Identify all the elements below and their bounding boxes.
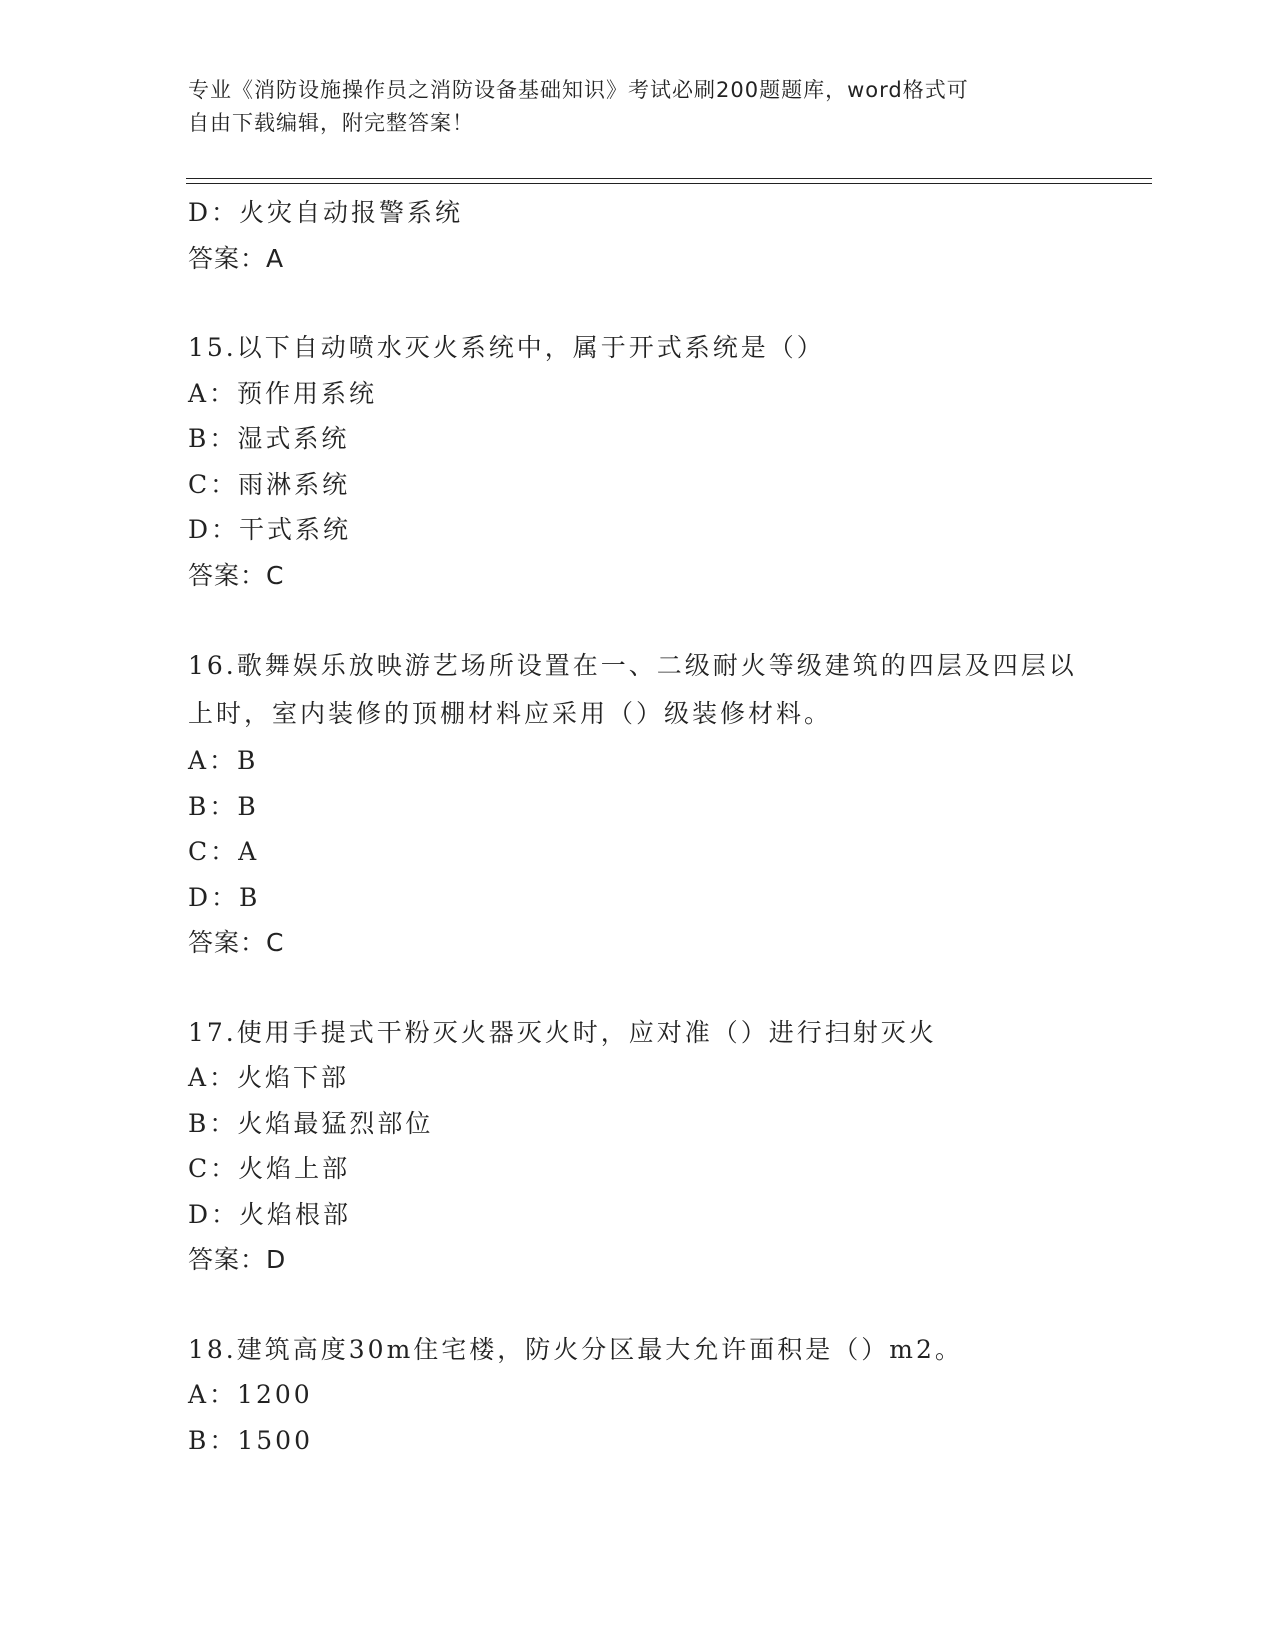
option-a: A：1200: [188, 1380, 313, 1409]
document-header: [188, 74, 1088, 140]
spacer: [188, 598, 1088, 642]
option-b: B：B: [188, 791, 259, 821]
question-block: [188, 642, 1088, 966]
question-block: [188, 1010, 1088, 1283]
option-d: D：干式系统: [188, 515, 352, 544]
option-a: A：火焰下部: [188, 1063, 350, 1092]
option-d: D：火灾自动报警系统: [188, 198, 464, 227]
question-block: [188, 190, 1088, 281]
option-b: B：火焰最猛烈部位: [188, 1108, 434, 1138]
option-c: C：火焰上部: [188, 1154, 351, 1183]
spacer: [188, 281, 1088, 325]
option-b: B：1500: [188, 1425, 313, 1455]
question-text: 16.歌舞娱乐放映游艺场所设置在一、二级耐火等级建筑的四层及四层以上时，室内装修的顶棚材料应采用（）级装修材料。: [188, 651, 1077, 728]
spacer: [188, 1283, 1088, 1327]
option-b: B：湿式系统: [188, 424, 350, 453]
header-rule-bottom: [186, 183, 1152, 184]
spacer: [188, 966, 1088, 1010]
header-line-1: 专业《消防设施操作员之消防设备基础知识》考试必刷200题题库，word格式可: [188, 78, 969, 102]
question-text: 18.建筑高度30m住宅楼，防火分区最大允许面积是（）m2。: [188, 1334, 963, 1364]
question-text: 15.以下自动喷水灭火系统中，属于开式系统是（）: [188, 333, 825, 362]
option-d: D：火焰根部: [188, 1199, 352, 1229]
answer-line: 答案：D: [188, 1245, 287, 1274]
question-text: 17.使用手提式干粉灭火器灭火时，应对准（）进行扫射灭火: [188, 1017, 937, 1047]
answer-line: 答案：A: [188, 243, 285, 273]
answer-line: 答案：C: [188, 560, 285, 590]
option-a: A：B: [188, 746, 259, 775]
option-a: A：预作用系统: [188, 378, 378, 408]
option-d: D：B: [188, 882, 261, 912]
question-block: [188, 1327, 1088, 1464]
option-c: C：雨淋系统: [188, 469, 351, 499]
header-line-2: 自由下载编辑，附完整答案！: [188, 111, 474, 135]
question-block: [188, 325, 1088, 598]
header-rule-top: [186, 178, 1152, 179]
answer-line: 答案：C: [188, 928, 285, 957]
question-list: [188, 190, 1088, 1463]
option-c: C：A: [188, 837, 260, 866]
